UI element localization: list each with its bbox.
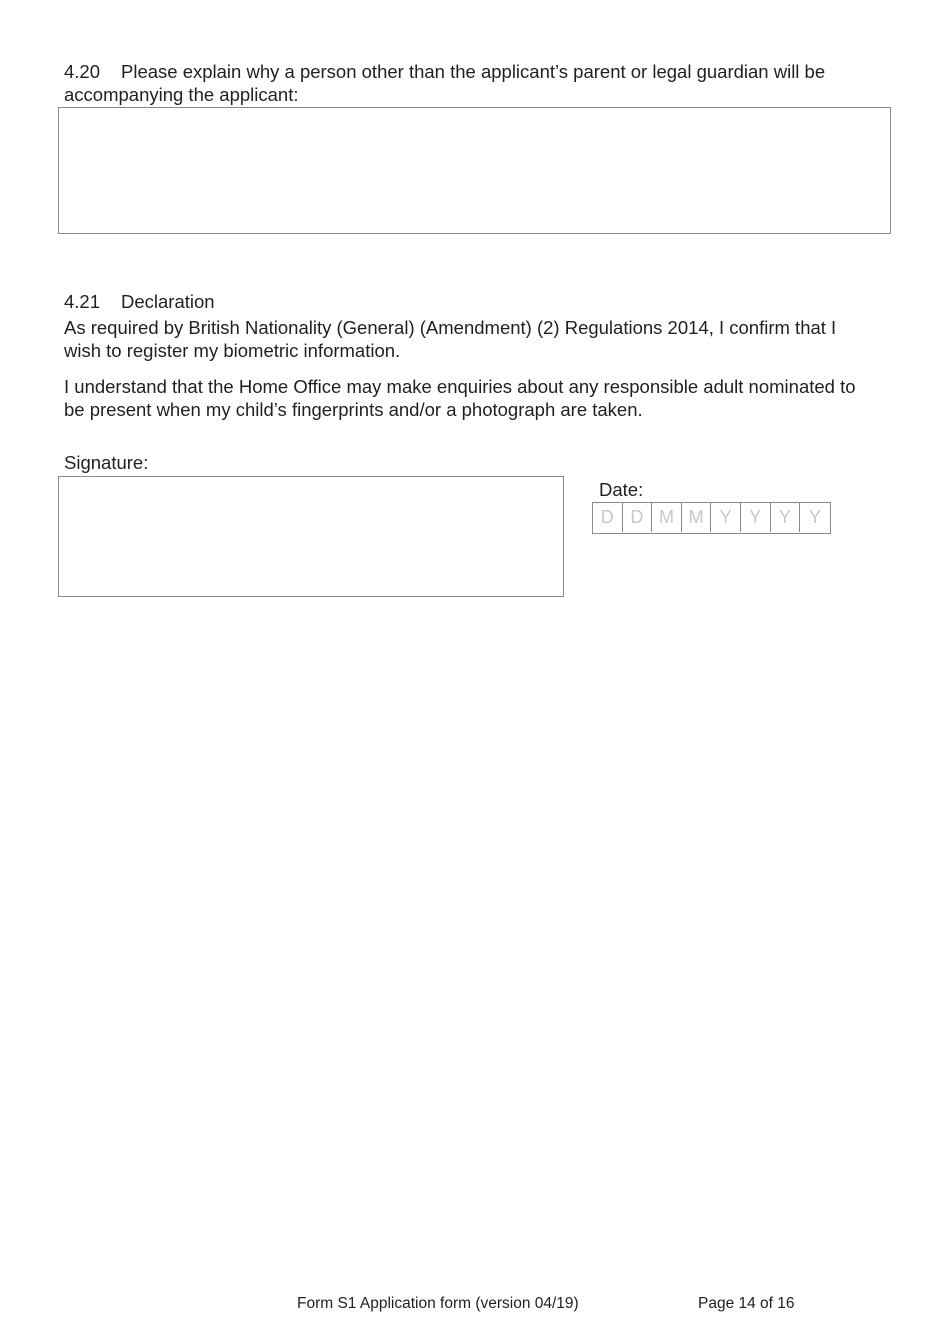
- declaration-title: Declaration: [121, 291, 215, 312]
- footer-form-title: Form S1 Application form (version 04/19): [297, 1295, 579, 1312]
- date-year-digit-3[interactable]: Y: [771, 503, 801, 532]
- declaration-p1-line2: wish to register my biometric information.: [64, 340, 401, 361]
- date-day-digit-1[interactable]: D: [593, 503, 623, 532]
- date-month-digit-2[interactable]: M: [682, 503, 712, 532]
- date-label: Date:: [599, 479, 644, 500]
- date-year-digit-2[interactable]: Y: [741, 503, 771, 532]
- question-4-21-heading: [64, 290, 215, 313]
- question-line-1: Please explain why a person other than the applicant’s parent or legal guardian will be: [121, 61, 826, 82]
- question-number: 4.21: [64, 291, 101, 312]
- declaration-paragraph-2: [64, 375, 894, 421]
- declaration-p1-line1: As required by British Nationality (General) (Amendment) (2) Regulations 2014, I confirm that I: [64, 317, 837, 338]
- declaration-p2-line1: I understand that the Home Office may make enquiries about any responsible adult nominated to: [64, 376, 856, 397]
- declaration-paragraph-1: [64, 316, 894, 362]
- signature-box[interactable]: [58, 476, 564, 597]
- signature-label: Signature:: [64, 452, 149, 473]
- date-month-digit-1[interactable]: M: [652, 503, 682, 532]
- question-4-20-text: [64, 60, 825, 106]
- question-number: 4.20: [64, 61, 101, 82]
- date-input-group[interactable]: [592, 502, 831, 534]
- explanation-input-box[interactable]: [58, 107, 891, 234]
- date-year-digit-1[interactable]: Y: [711, 503, 741, 532]
- question-line-2: accompanying the applicant:: [64, 84, 299, 105]
- date-day-digit-2[interactable]: D: [623, 503, 653, 532]
- date-year-digit-4[interactable]: Y: [808, 507, 821, 527]
- footer-page-number: Page 14 of 16: [698, 1295, 795, 1312]
- declaration-p2-line2: be present when my child’s fingerprints and/or a photograph are taken.: [64, 399, 643, 420]
